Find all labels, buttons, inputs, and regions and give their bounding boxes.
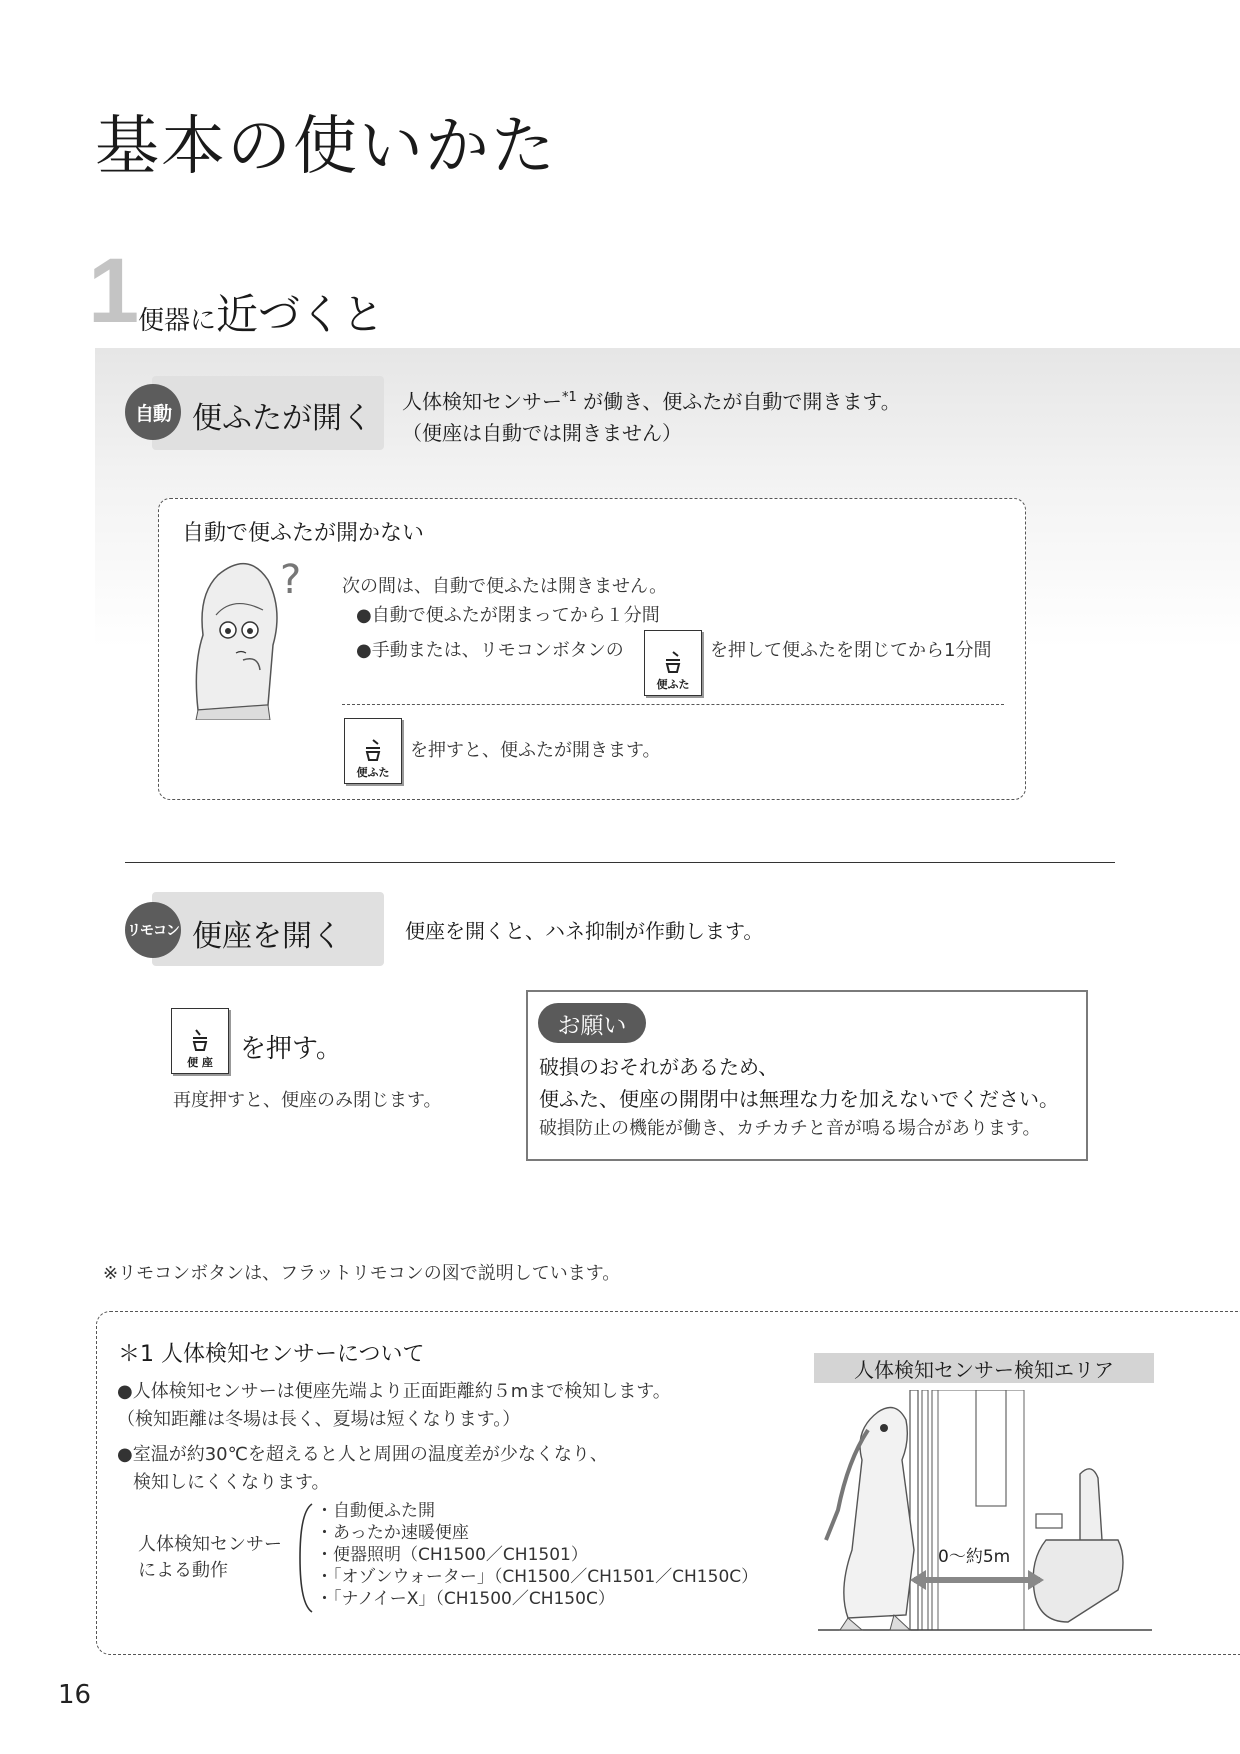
- lid-open-desc-line2: （便座は自動では開きません）: [402, 420, 682, 445]
- lid-button-caption-2: 便ふた: [356, 766, 390, 779]
- page-number: 16: [58, 1680, 92, 1710]
- left-bracket: [296, 1502, 316, 1614]
- lid-press-text: を押すと、便ふたが開きます。: [410, 740, 661, 761]
- seat-again-text: 再度押すと、便座のみ閉じます。: [173, 1090, 442, 1111]
- step-number: 1: [88, 240, 140, 342]
- lid-button-icon: [644, 630, 702, 696]
- caution-line3: 破損防止の機能が働き、カチカチと音が鳴る場合があります。: [539, 1118, 1041, 1139]
- sensor-b1-line1: ●人体検知センサーは便座先端より正面距離約５mまで検知します。: [117, 1381, 671, 1402]
- remote-note: ※リモコンボタンは、フラットリモコンの図で説明しています。: [103, 1263, 621, 1284]
- action-item: ・「ナノイーX」（CH1500／CH150C）: [316, 1589, 615, 1609]
- sensor-b2-line1: ●室温が約30℃を超えると人と周囲の温度差が少なくなり、: [117, 1444, 608, 1465]
- toilet-lid-icon: [661, 650, 685, 676]
- lid-open-label: 便ふたが開く: [192, 401, 372, 436]
- sensor-area-label: 人体検知センサー検知エリア: [814, 1353, 1154, 1383]
- toilet-lid-icon: [361, 738, 385, 764]
- distance-label: 0〜約5m: [938, 1547, 1011, 1567]
- action-item: ・あったか速暖便座: [316, 1523, 469, 1543]
- caution-line1: 破損のおそれがあるため、: [539, 1055, 779, 1079]
- actions-label-1: 人体検知センサー: [138, 1534, 282, 1555]
- auto-note-item1: ●自動で便ふたが閉まってから１分間: [356, 605, 660, 626]
- step-heading: [138, 282, 384, 342]
- seat-button-icon: [171, 1008, 229, 1074]
- caution-text: [539, 1051, 1059, 1115]
- lid-button-caption: 便ふた: [656, 678, 690, 691]
- lid-open-description: [402, 382, 901, 449]
- seat-open-description: 便座を開くと、ハネ抑制が作動します。: [405, 919, 764, 943]
- auto-note-intro: 次の間は、自動で便ふたは開きません。: [342, 576, 668, 597]
- auto-note-item2-a: ●手動または、リモコンボタンの: [356, 640, 624, 661]
- action-item: ・自動便ふた開: [316, 1501, 435, 1521]
- seat-press-text: を押す。: [240, 1034, 342, 1064]
- actions-label-2: による動作: [138, 1560, 228, 1581]
- seat-button-caption: 便 座: [187, 1056, 213, 1069]
- auto-badge: 自動: [125, 384, 181, 440]
- action-item: ・「オゾンウォーター」（CH1500／CH1501／CH150C）: [316, 1567, 759, 1587]
- seat-open-label: 便座を開く: [192, 919, 342, 954]
- step-heading-main: 近づくと: [216, 290, 385, 339]
- footnote-ref: *1: [562, 390, 577, 405]
- section-separator: [125, 862, 1115, 863]
- sensor-area-illustration: [818, 1390, 1152, 1635]
- remote-badge: リモコン: [125, 902, 181, 958]
- auto-note-title: 自動で便ふたが開かない: [182, 521, 425, 546]
- confused-girl-illustration: [188, 555, 308, 720]
- page-title: 基本の使いかた: [95, 110, 557, 184]
- step-heading-pre: 便器に: [138, 306, 217, 336]
- caution-line2: 便ふた、便座の開閉中は無理な力を加えないでください。: [539, 1087, 1059, 1111]
- lid-button-icon-2: [344, 718, 402, 784]
- caution-pill: お願い: [538, 1003, 646, 1043]
- svg-text:?: ?: [280, 557, 302, 603]
- sensor-bullet1: [117, 1378, 671, 1434]
- sensor-title: ＊1 人体検知センサーについて: [118, 1342, 425, 1367]
- action-item: ・便器照明（CH1500／CH1501）: [316, 1545, 588, 1565]
- lid-open-desc-b: が働き、便ふたが自動で開きます。: [576, 389, 901, 414]
- sensor-b2-line2: 検知しにくくなります。: [133, 1472, 330, 1493]
- toilet-seat-icon: [188, 1028, 212, 1054]
- inner-divider: [342, 704, 1004, 705]
- sensor-b1-line2: （検知距離は冬場は長く、夏場は短くなります。）: [117, 1409, 521, 1430]
- lid-open-desc-a: 人体検知センサー: [402, 389, 562, 414]
- auto-note-item2-b: を押して便ふたを閉じてから1分間: [710, 640, 992, 661]
- actions-label: [138, 1532, 282, 1584]
- sensor-bullet2: [117, 1441, 608, 1497]
- actions-list: [316, 1500, 758, 1610]
